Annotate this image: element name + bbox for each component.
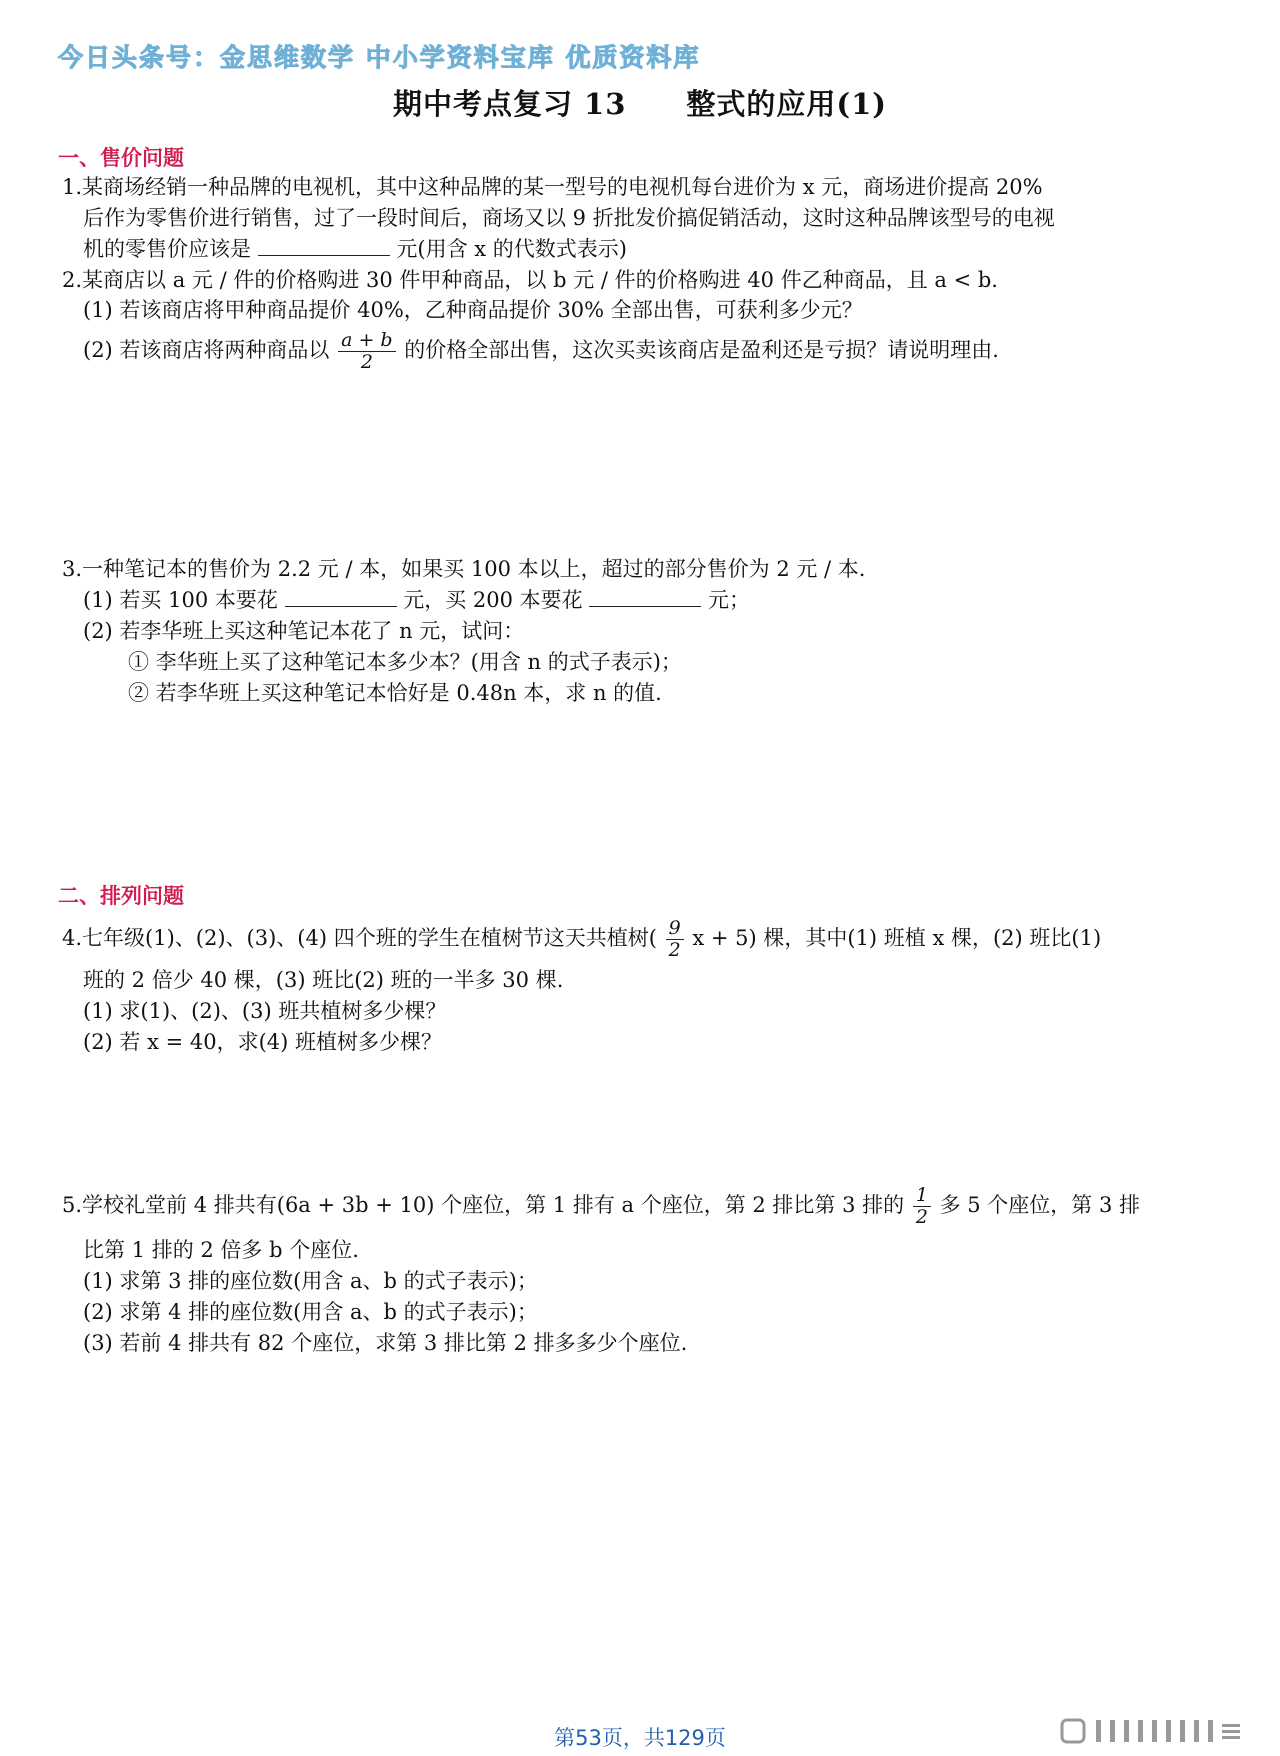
q4-part2: (2) 若 x = 40，求(4) 班植树多少棵？ xyxy=(83,1030,443,1054)
q5-line1-tail: 多 5 个座位，第 3 排 xyxy=(939,1192,1141,1217)
q2-fraction xyxy=(338,330,396,373)
q5-line1-text: 5.学校礼堂前 4 排共有(6a + 3b + 10) 个座位，第 1 排有 a 个座位，第 2 排比第 3 排的 xyxy=(62,1192,905,1217)
q2-part2-text: (2) 若该商店将两种商品以 xyxy=(83,337,330,362)
q2-fraction-numerator: a + b xyxy=(338,330,396,352)
q1-line3 xyxy=(83,237,627,262)
page-counter: 第53页，共129页 xyxy=(554,1726,726,1750)
q1-line3-tail: 元(用含 x 的代数式表示) xyxy=(396,237,627,261)
q4-line1 xyxy=(62,918,1101,961)
q1-answer-blank xyxy=(258,237,390,256)
q4-fraction xyxy=(666,918,684,961)
section-heading-arrangement: 二、排列问题 xyxy=(58,884,184,908)
q5-line2: 比第 1 排的 2 倍多 b 个座位. xyxy=(83,1238,359,1262)
q3-sub1: ① 李华班上买了这种笔记本多少本？(用含 n 的式子表示)； xyxy=(128,650,682,674)
q2-fraction-denominator: 2 xyxy=(360,350,373,373)
watermark: 今日头条号：金思维数学 中小学资料宝库 优质资料库 xyxy=(58,43,701,72)
q1-line1: 1.某商场经销一种品牌的电视机，其中这种品牌的某一型号的电视机每台进价为 x 元，商场进价提高 20% xyxy=(62,175,1043,199)
q5-part3: (3) 若前 4 排共有 82 个座位，求第 3 排比第 2 排多多少个座位. xyxy=(83,1331,688,1355)
q5-fraction-numerator: 1 xyxy=(913,1185,931,1207)
q4-fraction-numerator: 9 xyxy=(666,918,684,940)
q5-fraction-denominator: 2 xyxy=(915,1205,928,1228)
page-title: 期中考点复习 13 整式的应用(1) xyxy=(392,87,888,121)
q2-line1: 2.某商店以 a 元 / 件的价格购进 30 件甲种商品，以 b 元 / 件的价格购进 40 件乙种商品，且 a < b. xyxy=(62,268,998,292)
q3-blank-200 xyxy=(589,588,701,607)
q3-part1 xyxy=(83,588,750,613)
q1-line2: 后作为零售价进行销售，过了一段时间后，商场又以 9 折批发价搞促销活动，这时这种品牌该型号的电视 xyxy=(83,206,1055,230)
q5-part2: (2) 求第 4 排的座位数(用含 a、b 的式子表示)； xyxy=(83,1300,538,1324)
q4-fraction-denominator: 2 xyxy=(668,938,681,961)
q3-part1-tail: 元； xyxy=(708,588,751,612)
q3-part1-mid: 元，买 200 本要花 xyxy=(403,588,583,612)
q4-line2: 班的 2 倍少 40 棵，(3) 班比(2) 班的一半多 30 棵. xyxy=(83,968,564,992)
q3-sub2: ② 若李华班上买这种笔记本恰好是 0.48n 本，求 n 的值. xyxy=(128,681,662,705)
q2-part2 xyxy=(83,330,999,373)
q3-part2: (2) 若李华班上买这种笔记本花了 n 元，试问： xyxy=(83,619,525,643)
q5-fraction xyxy=(913,1185,931,1228)
q3-line1: 3.一种笔记本的售价为 2.2 元 / 本，如果买 100 本以上，超过的部分售价为 2 元 / 本. xyxy=(62,557,866,581)
q5-part1: (1) 求第 3 排的座位数(用含 a、b 的式子表示)； xyxy=(83,1269,538,1293)
q2-part1: (1) 若该商店将甲种商品提价 40%，乙种商品提价 30% 全部出售，可获利多少元？ xyxy=(83,298,863,322)
q5-line1 xyxy=(62,1185,1140,1228)
q4-part1: (1) 求(1)、(2)、(3) 班共植树多少棵？ xyxy=(83,999,447,1023)
q3-part1-text: (1) 若买 100 本要花 xyxy=(83,588,278,612)
q2-part2-tail: 的价格全部出售，这次买卖该商店是盈利还是亏损？请说明理由. xyxy=(404,337,999,362)
q1-line3-text: 机的零售价应该是 xyxy=(83,237,251,261)
q4-line1-text: 4.七年级(1)、(2)、(3)、(4) 四个班的学生在植树节这天共植树( xyxy=(62,925,657,950)
q3-blank-100 xyxy=(285,588,397,607)
app-logo-icon xyxy=(1060,1716,1250,1746)
q4-line1-tail: x + 5) 棵，其中(1) 班植 x 棵，(2) 班比(1) xyxy=(692,925,1102,950)
section-heading-sale: 一、售价问题 xyxy=(58,146,184,170)
